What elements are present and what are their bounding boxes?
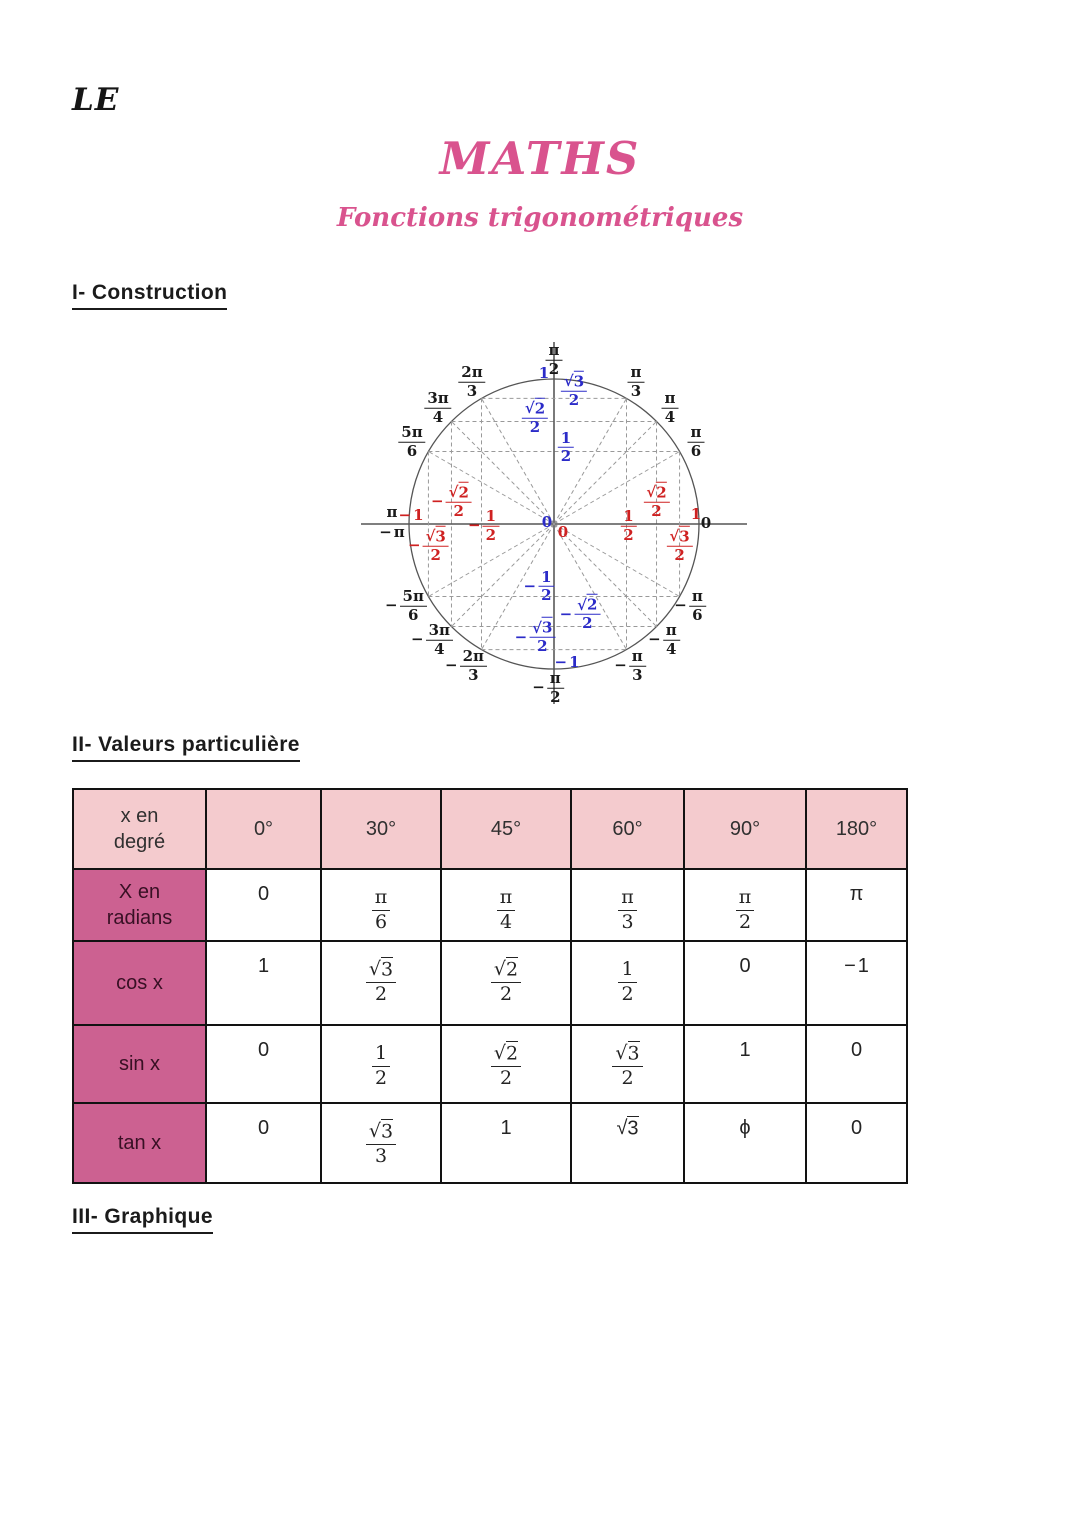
sqrt-radicand: 3 <box>542 618 553 637</box>
angle-label: 0 <box>700 514 712 533</box>
sin-value-label <box>560 597 601 632</box>
table-cell <box>571 869 684 941</box>
fraction: $\frac{\pi}{2}$ <box>546 343 563 378</box>
table-cell <box>684 869 806 941</box>
fraction: $\frac{√3}{2}$ <box>529 620 555 655</box>
cos-value-label <box>620 506 636 544</box>
angle-label <box>661 388 678 426</box>
angle-label <box>532 668 564 706</box>
values-table <box>72 788 908 1184</box>
fraction: $\frac{3\pi}{4}$ <box>426 623 453 658</box>
angle-label: π <box>386 503 398 522</box>
fraction: $\frac{\pi}{4}$ <box>663 623 680 658</box>
table-header-cell: 30° <box>321 789 441 869</box>
cos-value-label <box>666 526 692 564</box>
minus-sign: − <box>445 656 458 675</box>
minus-sign: − <box>379 523 392 542</box>
sqrt-radicand: 2 <box>656 482 667 501</box>
fraction: $\frac{√2}{2}$ <box>574 597 600 632</box>
table-row-label: tan x <box>73 1103 206 1183</box>
table-row-label: cos x <box>73 941 206 1025</box>
table-row <box>73 941 907 1025</box>
table-cell <box>321 941 441 1025</box>
page-title: MATHS <box>439 132 641 185</box>
table-row <box>73 1103 907 1183</box>
table-row <box>73 869 907 941</box>
fraction: $\frac{1}{2}$ <box>483 509 499 544</box>
minus-sign: − <box>554 653 568 672</box>
fraction: $\frac{5\pi}{6}$ <box>400 589 427 624</box>
sin-value-label: 1 <box>538 364 550 383</box>
fraction: $\frac{3\pi}{4}$ <box>424 391 451 426</box>
fraction: $\frac{5\pi}{6}$ <box>398 425 425 460</box>
angle-label <box>398 422 425 460</box>
table-cell <box>441 869 571 941</box>
sin-value-label <box>523 569 554 604</box>
sqrt-radicand: 3 <box>627 1117 639 1139</box>
fraction: $\frac{\pi}{3}$ <box>629 649 646 684</box>
fraction: $\frac{√3}{3}$ <box>366 1121 396 1168</box>
angle-label <box>628 362 645 400</box>
fraction: $\frac{√3}{2}$ <box>366 959 396 1006</box>
angle-label <box>458 362 485 400</box>
sqrt-radicand: 3 <box>435 526 446 545</box>
cos-value-label: 0 <box>557 523 569 542</box>
sqrt-radicand: 3 <box>679 526 690 545</box>
minus-sign: − <box>431 492 444 511</box>
fraction: $\frac{\pi}{4}$ <box>497 887 516 934</box>
sin-value-label <box>558 430 574 465</box>
cos-value-label <box>431 482 472 520</box>
fraction: $\frac{√3}{2}$ <box>612 1043 642 1090</box>
fraction: $\frac{\pi}{3}$ <box>618 887 637 934</box>
table-cell: 0 <box>206 1025 321 1103</box>
fraction: $\frac{\pi}{6}$ <box>372 887 391 934</box>
angle-label <box>424 388 451 426</box>
fraction: $\frac{√3}{2}$ <box>423 529 449 564</box>
section-heading-construction: I- Construction <box>72 281 227 310</box>
fraction: $\frac{√2}{2}$ <box>522 401 548 436</box>
table-cell: π <box>806 869 907 941</box>
minus-sign: − <box>523 576 537 595</box>
angle-label <box>674 586 706 624</box>
sqrt-radicand: 2 <box>534 399 546 418</box>
fraction: $\frac{\pi}{6}$ <box>688 425 705 460</box>
minus-sign: − <box>407 536 421 555</box>
fraction: $\frac{1}{2}$ <box>372 1043 390 1090</box>
minus-sign: − <box>614 656 627 675</box>
table-cell: 0 <box>206 869 321 941</box>
table-cell: √3 <box>571 1103 684 1183</box>
sin-value-label <box>561 374 587 409</box>
table-cell: 0 <box>806 1025 907 1103</box>
table-cell <box>571 1025 684 1103</box>
cos-value-label: 1 <box>690 505 702 524</box>
table-cell: 1 <box>684 1025 806 1103</box>
angle-label <box>614 646 646 684</box>
sqrt-radicand: 3 <box>627 1042 640 1064</box>
table-cell: ϕ <box>684 1103 806 1183</box>
table-corner-cell: x en degré <box>73 789 206 869</box>
fraction: $\frac{\pi}{4}$ <box>661 391 678 426</box>
sqrt-radicand: 2 <box>506 1042 519 1064</box>
cos-value-label: − 1 <box>398 506 424 525</box>
table-cell <box>321 869 441 941</box>
table-header-cell: 0° <box>206 789 321 869</box>
fraction: $\frac{2\pi}{3}$ <box>458 365 485 400</box>
section-heading-graphique: III- Graphique <box>72 1205 213 1234</box>
minus-sign: − <box>411 630 424 649</box>
sqrt-radicand: 2 <box>506 958 519 980</box>
table-header-cell: 180° <box>806 789 907 869</box>
table-header-cell: 45° <box>441 789 571 869</box>
table-row-label: X en radians <box>73 869 206 941</box>
table-cell <box>441 941 571 1025</box>
minus-sign: − <box>384 596 398 615</box>
fraction: $\frac{√3}{2}$ <box>561 374 587 409</box>
fraction: $\frac{\pi}{3}$ <box>628 365 645 400</box>
cos-value-label <box>407 526 449 564</box>
sin-value-label: − 1 <box>554 653 580 672</box>
sqrt-radicand: 2 <box>458 482 469 501</box>
fraction: $\frac{1}{2}$ <box>558 430 574 465</box>
fraction: $\frac{1}{2}$ <box>620 509 636 544</box>
cos-value-label <box>643 482 669 520</box>
table-cell: 1 <box>206 941 321 1025</box>
table-header-cell: 90° <box>684 789 806 869</box>
unit-circle-figure <box>345 330 775 725</box>
fraction: $\frac{\pi}{6}$ <box>689 589 706 624</box>
fraction: $\frac{√2}{2}$ <box>643 485 669 520</box>
table-row <box>73 1025 907 1103</box>
fraction: $\frac{√2}{2}$ <box>491 1043 521 1090</box>
sqrt-radicand: 3 <box>381 1120 394 1142</box>
angle-label <box>384 586 427 624</box>
table-row-label: sin x <box>73 1025 206 1103</box>
page-subtitle: Fonctions trigonométriques <box>336 203 744 233</box>
fraction: $\frac{\pi}{2}$ <box>736 887 755 934</box>
table-cell: − 1 <box>806 941 907 1025</box>
fraction: $\frac{√2}{2}$ <box>446 485 472 520</box>
table-cell: 0 <box>806 1103 907 1183</box>
angle-label <box>445 646 487 684</box>
table-header-row <box>73 789 907 869</box>
fraction: $\frac{\pi}{2}$ <box>547 671 564 706</box>
minus-sign: − <box>514 627 528 646</box>
table-cell <box>321 1025 441 1103</box>
minus-sign: − <box>844 955 856 977</box>
fraction: $\frac{√2}{2}$ <box>491 959 521 1006</box>
minus-sign: − <box>674 596 687 615</box>
angle-label <box>648 620 680 658</box>
table-cell: 0 <box>206 1103 321 1183</box>
minus-sign: − <box>648 630 661 649</box>
table-header-cell: 60° <box>571 789 684 869</box>
angle-label <box>688 422 705 460</box>
fraction: $\frac{2\pi}{3}$ <box>460 649 487 684</box>
sqrt-radicand: 3 <box>573 372 585 391</box>
angle-ray <box>554 524 680 597</box>
table-cell: 1 <box>441 1103 571 1183</box>
minus-sign: − <box>532 678 545 697</box>
sin-value-label <box>515 620 556 655</box>
fraction: $\frac{√3}{2}$ <box>666 529 692 564</box>
table-cell <box>441 1025 571 1103</box>
cos-value-label <box>467 506 499 544</box>
sin-value-label: 0 <box>541 513 553 532</box>
logo-initials: LE <box>72 82 120 118</box>
fraction: $\frac{1}{2}$ <box>618 959 636 1006</box>
angle-label: − π <box>379 523 405 542</box>
table-cell: 0 <box>684 941 806 1025</box>
minus-sign: − <box>559 604 573 623</box>
sqrt-radicand: 2 <box>587 595 598 614</box>
fraction: $\frac{1}{2}$ <box>538 569 554 604</box>
section-heading-valeurs: II- Valeurs particulière <box>72 733 300 762</box>
sin-value-label <box>522 401 548 436</box>
table-cell <box>571 941 684 1025</box>
minus-sign: − <box>467 516 481 535</box>
table-cell <box>321 1103 441 1183</box>
minus-sign: − <box>398 506 412 525</box>
sqrt-radicand: 3 <box>381 958 394 980</box>
